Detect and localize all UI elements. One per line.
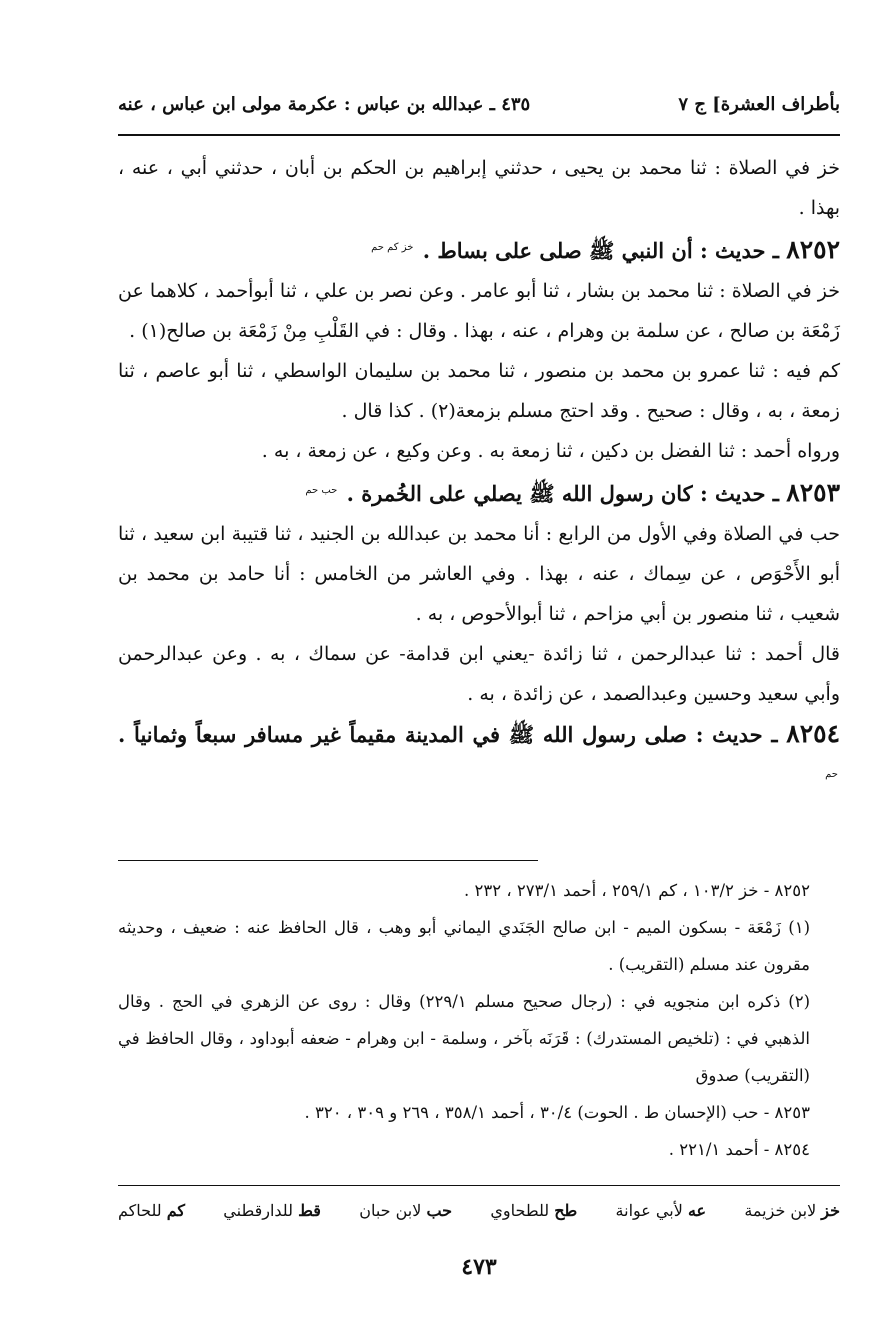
hadith-heading-8252 xyxy=(118,228,840,271)
abbreviation-item: خز لابن خزيمة xyxy=(744,1200,840,1220)
header-book-title: بأطراف العشرة] ج ٧ xyxy=(678,93,840,115)
main-text xyxy=(118,148,840,798)
page-number: ٤٧٣ xyxy=(461,1254,497,1280)
hadith-number: ٨٢٥٣ xyxy=(786,478,840,507)
header-chapter-title: ٤٣٥ ـ عبدالله بن عباس : عكرمة مولى ابن عباس ، عنه xyxy=(118,93,531,115)
paragraph: حب في الصلاة وفي الأول من الرابع : أنا محمد بن عبدالله بن الجنيد ، ثنا قتيبة ابن سعيد ، ثنا أبو الأَحْوَص ، عن سِماك ، عنه ، بهذا . وفي العاشر من الخامس : أنا حامد بن محمد بن شعيب ، ثنا منصور بن أبي مزاحم ، ثنا أبوالأحوص ، به . xyxy=(118,523,840,625)
paragraph: قال أحمد : ثنا عبدالرحمن ، ثنا زائدة -يعني ابن قدامة- عن سماك ، به . وعن عبدالرحمن وأبي سعيد وحسين وعبدالصمد ، عن زائدة ، به . xyxy=(118,643,840,705)
footnote: (١) زَمْعَة - بسكون الميم - ابن صالح الجَنَدي اليماني أبو وهب ، قال الحافظ عنه : ضعيف ، وحديثه مقرون عند مسلم (التقريب) . xyxy=(118,918,810,974)
paragraph: خز في الصلاة : ثنا محمد بن يحيى ، حدثني إبراهيم بن الحكم بن أبان ، حدثني أبي ، عنه ، بهذا . xyxy=(118,157,840,219)
running-header xyxy=(118,86,840,122)
footnote: ٨٢٥٢ - خز ١٠٣/٢ ، كم ٢٥٩/١ ، أحمد ٢٧٣/١ ، ٢٣٢ . xyxy=(464,881,810,900)
hadith-text: ـ حديث : صلى رسول الله ﷺ في المدينة مقيماً غير مسافر سبعاً وثمانياً . xyxy=(118,722,778,747)
footnote-separator xyxy=(118,860,538,861)
abbreviation-item: حب لابن حبان xyxy=(359,1200,453,1220)
hadith-text: ـ حديث : كان رسول الله ﷺ يصلي على الخُمرة . xyxy=(346,481,779,506)
abbreviation-item: كم للحاكم xyxy=(118,1200,185,1220)
header-rule xyxy=(118,134,840,136)
sources-sigla: حب حم xyxy=(305,485,338,496)
hadith-heading-8254 xyxy=(118,714,840,798)
book-page xyxy=(118,78,840,1308)
abbreviation-item: قط للدارقطني xyxy=(223,1200,321,1220)
footnotes xyxy=(118,872,840,1168)
footnote: (٢) ذكره ابن منجويه في : (رجال صحيح مسلم ٢٢٩/١) وقال : روى عن الزهري في الحج . وقال الذهبي في : (تلخيص المستدرك) : قَرَنَه بآخر ، وسلمة - ابن وهرام - ضعفه أبوداود ، وقال الحافظ في (التقريب) صدوق xyxy=(118,992,811,1085)
abbreviation-item: عه لأبي عوانة xyxy=(615,1200,707,1220)
paragraph: كم فيه : ثنا عمرو بن محمد بن منصور ، ثنا محمد بن سليمان الواسطي ، ثنا أبو عاصم ، ثنا زمعة ، به ، وقال : صحيح . وقد احتج مسلم بزمعة(٢) . كذا قال . xyxy=(118,360,840,422)
sources-sigla: خز كم حم xyxy=(371,242,414,253)
hadith-text: ـ حديث : أن النبي ﷺ صلى على بساط . xyxy=(422,238,779,263)
abbreviation-item: طح للطحاوي xyxy=(490,1200,578,1220)
footnote: ٨٢٥٣ - حب (الإحسان ط . الحوت) ٣٠/٤ ، أحمد ٣٥٨/١ ، ٢٦٩ و ٣٠٩ ، ٣٢٠ . xyxy=(304,1103,810,1122)
hadith-number: ٨٢٥٢ xyxy=(786,235,840,264)
paragraph: خز في الصلاة : ثنا محمد بن بشار ، ثنا أبو عامر . وعن نصر بن علي ، ثنا أبوأحمد ، كلاهما عن زَمْعَة بن صالح ، عن سلمة بن وهرام ، عنه ، بهذا . وقال : في القَلْبِ مِنْ زَمْعَة بن صالح(١) . xyxy=(118,280,840,342)
footer-rule xyxy=(118,1185,840,1186)
hadith-number: ٨٢٥٤ xyxy=(786,719,841,748)
sources-sigla: حم xyxy=(825,769,838,780)
hadith-heading-8253 xyxy=(118,471,840,514)
abbreviation-key xyxy=(118,1194,840,1226)
footnote: ٨٢٥٤ - أحمد ٢٢١/١ . xyxy=(668,1140,810,1159)
paragraph: ورواه أحمد : ثنا الفضل بن دكين ، ثنا زمعة به . وعن وكيع ، عن زمعة ، به . xyxy=(261,440,840,462)
